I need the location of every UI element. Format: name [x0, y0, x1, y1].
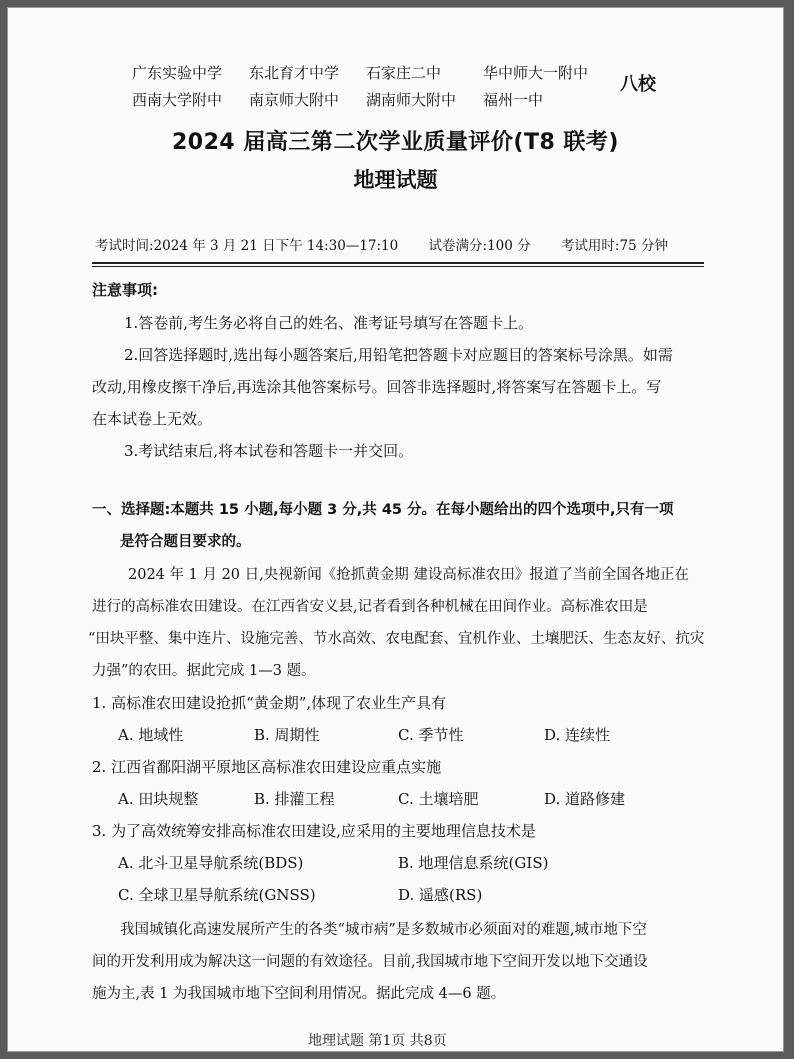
question-1-stem: 1. 高标准农田建设抢抓“黄金期”,体现了农业生产具有: [92, 694, 447, 712]
passage-line: 进行的高标准农田建设。在江西省安义县,记者看到各种机械在田间作业。高标准农田是: [92, 599, 648, 615]
school-list: [132, 60, 603, 114]
section-heading: 一、选择题:本题共 15 小题,每小题 3 分,共 45 分。在每小题给出的四个选项中,只有一项: [92, 502, 674, 518]
exam-time: 考试时间:2024 年 3 月 21 日下午 14:30—17:10: [95, 238, 399, 254]
notice-item-3: 3.考试结束后,将本试卷和答题卡一并交回。: [124, 442, 414, 460]
school-name: 华中师大一附中: [483, 64, 589, 82]
school-name: 广东实验中学: [132, 64, 223, 82]
notice-item-2: 2.回答选择题时,选出每小题答案后,用铅笔把答题卡对应题目的答案标号涂黑。如需: [124, 346, 673, 364]
question-2-option-a: A. 田块规整: [118, 790, 199, 808]
passage-line: 施为主,表 1 为我国城市地下空间利用情况。据此完成 4—6 题。: [92, 986, 506, 1002]
question-3-option-c: C. 全球卫星导航系统(GNSS): [118, 886, 316, 904]
notice-item-2-cont: 在本试卷上无效。: [92, 410, 213, 428]
passage-line: “田块平整、集中连片、设施完善、节水高效、农电配套、宜机作业、土壤肥沃、生态友好、抗灾: [88, 631, 705, 647]
question-3-option-b: B. 地理信息系统(GIS): [398, 854, 549, 872]
question-2-option-c: C. 土壤培肥: [398, 790, 479, 808]
divider: [92, 266, 704, 267]
question-1-option-b: B. 周期性: [254, 726, 320, 744]
school-name: 东北育才中学: [249, 64, 340, 82]
page-footer: 地理试题 第1页 共8页: [308, 1033, 447, 1049]
exam-full-score: 试卷满分:100 分: [428, 238, 531, 254]
passage-line: 我国城镇化高速发展所产生的各类“城市病”是多数城市必须面对的难题,城市地下空: [120, 922, 647, 938]
passage-line: 间的开发利用成为解决这一问题的有效途径。目前,我国城市地下空间开发以地下交通设: [92, 954, 648, 970]
passage-line: 力强”的农田。据此完成 1—3 题。: [92, 663, 316, 679]
exam-duration: 考试用时:75 分钟: [560, 238, 668, 254]
notice-item-2-cont: 改动,用橡皮擦干净后,再选涂其他答案标号。回答非选择题时,将答案写在答题卡上。写: [92, 378, 662, 396]
school-row-2: [132, 87, 603, 114]
divider: [92, 262, 704, 264]
exam-info: [95, 234, 694, 254]
school-name: 湖南师大附中: [366, 91, 457, 109]
question-1-option-d: D. 连续性: [544, 726, 611, 744]
exam-page: [8, 8, 783, 1051]
school-name: 西南大学附中: [132, 91, 223, 109]
notice-item-1: 1.答卷前,考生务必将自己的姓名、准考证号填写在答题卡上。: [124, 314, 534, 332]
school-name: 福州一中: [483, 91, 544, 109]
exam-subtitle: 地理试题: [353, 168, 438, 192]
school-row-1: [132, 60, 603, 87]
question-2-option-b: B. 排灌工程: [254, 790, 335, 808]
question-3-option-a: A. 北斗卫星导航系统(BDS): [118, 854, 304, 872]
question-3-option-d: D. 遥感(RS): [398, 886, 483, 904]
school-name: 南京师大附中: [249, 91, 340, 109]
question-2-option-d: D. 道路修建: [544, 790, 626, 808]
question-2-stem: 2. 江西省鄱阳湖平原地区高标准农田建设应重点实施: [92, 758, 442, 776]
section-heading-cont: 是符合题目要求的。: [120, 534, 251, 550]
question-1-option-c: C. 季节性: [398, 726, 464, 744]
notice-heading: 注意事项:: [92, 281, 158, 299]
question-1-option-a: A. 地域性: [118, 726, 184, 744]
passage-line: 2024 年 1 月 20 日,央视新闻《抢抓黄金期 建设高标准农田》报道了当前全国各地正在: [128, 567, 689, 583]
exam-title: 2024 届高三第二次学业质量评价(T8 联考): [172, 130, 619, 155]
school-name: 石家庄二中: [366, 64, 442, 82]
group-label: 八校: [620, 74, 656, 95]
question-3-stem: 3. 为了高效统筹安排高标准农田建设,应采用的主要地理信息技术是: [92, 822, 536, 840]
